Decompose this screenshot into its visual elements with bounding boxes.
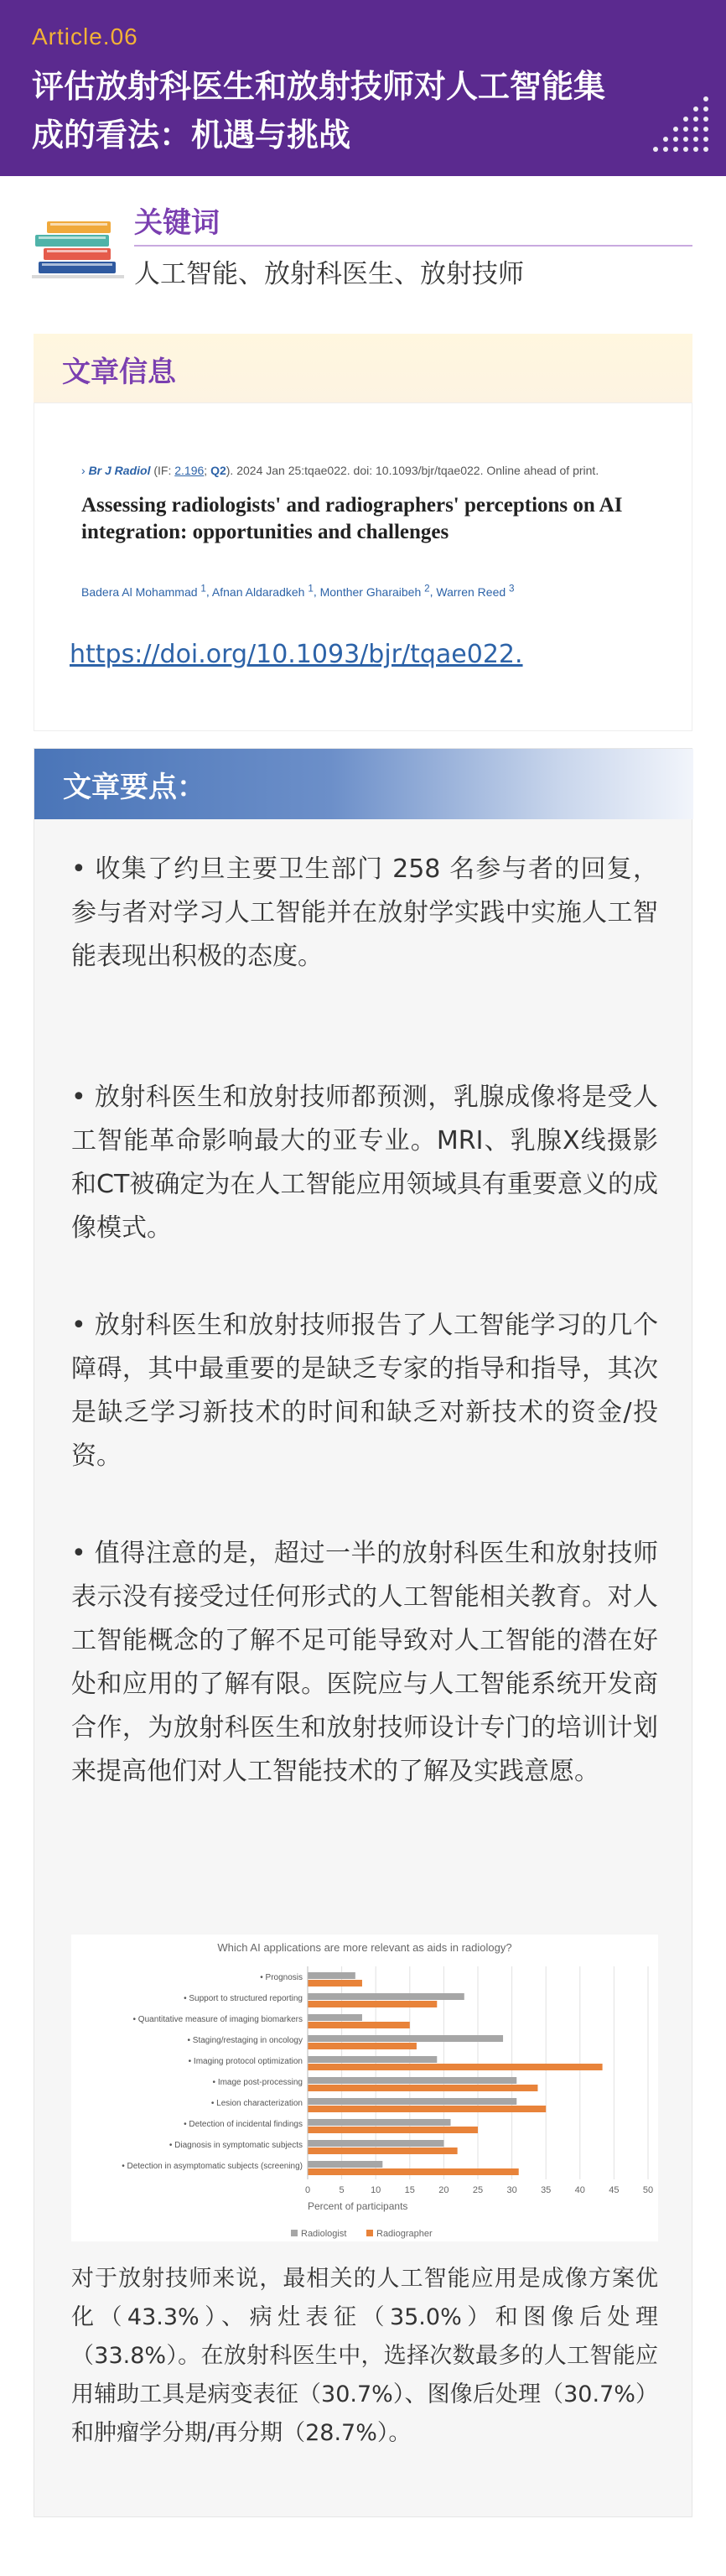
bar-radiographer bbox=[308, 2085, 537, 2091]
bar-radiologist bbox=[308, 2119, 451, 2126]
article-title-en: Assessing radiologists' and radiographers' perceptions on AI integration: opportunities and challenges bbox=[81, 494, 623, 543]
citation-card bbox=[34, 402, 692, 731]
author-list: Badera Al Mohammad $^1$, Afnan Aldaradkeh $^1$, Monther Gharaibeh $^2$, Warren Reed $^3$ bbox=[81, 583, 515, 599]
x-tick-label: 5 bbox=[339, 2185, 345, 2195]
author-link[interactable]: Badera Al Mohammad $^1$ bbox=[81, 583, 206, 599]
dot-pattern-icon bbox=[639, 92, 714, 168]
x-tick-label: 15 bbox=[404, 2185, 415, 2195]
chart-caption: 对于放射技师来说，最相关的人工智能应用是成像方案优化（43.3%）、病灶表征（35.0%）和图像后处理（33.8%）。在放射科医生中，选择次数最多的人工智能应用辅助工具是病变表征（30.7%）、图像后处理（30.7%）和肿瘤学分期/再分期（28.7%）。 bbox=[71, 2266, 658, 2446]
y-category-label: • Imaging protocol optimization bbox=[188, 2057, 303, 2066]
legend-swatch bbox=[366, 2230, 373, 2236]
key-point: • 放射科医生和放射技师报告了人工智能学习的几个障碍，其中最重要的是缺乏专家的指导和指导，其次是缺乏学习新技术的时间和缺乏对新技术的资金/投资。 bbox=[71, 1311, 658, 1471]
x-tick-label: 30 bbox=[506, 2185, 517, 2195]
y-category-label: • Detection of incidental findings bbox=[184, 2120, 303, 2129]
bar-radiologist bbox=[308, 1993, 464, 2000]
y-category-label: • Image post-processing bbox=[212, 2078, 303, 2087]
quartile-badge: Q2 bbox=[210, 464, 226, 477]
y-category-label: • Lesion characterization bbox=[210, 2099, 303, 2108]
x-tick-label: 40 bbox=[574, 2185, 585, 2195]
bar-radiographer bbox=[308, 2043, 417, 2049]
x-tick-label: 45 bbox=[609, 2185, 620, 2195]
y-category-label: • Staging/restaging in oncology bbox=[187, 2036, 303, 2045]
keywords-text: 人工智能、放射科医生、放射技师 bbox=[134, 259, 524, 289]
bar-radiologist bbox=[308, 2161, 382, 2168]
y-category-label: • Quantitative measure of imaging biomarkers bbox=[132, 2015, 303, 2024]
bar-radiographer bbox=[308, 2168, 519, 2175]
article-info-section bbox=[34, 334, 692, 731]
bar-radiographer bbox=[308, 2148, 458, 2154]
chart-title: Which AI applications are more relevant as aids in radiology? bbox=[217, 1941, 512, 1954]
keywords-divider bbox=[134, 245, 692, 247]
citation-line bbox=[81, 464, 599, 477]
y-category-label: • Prognosis bbox=[260, 1973, 303, 1982]
legend-swatch bbox=[291, 2230, 298, 2236]
bar-radiographer bbox=[308, 2064, 603, 2070]
bar-radiologist bbox=[308, 2014, 362, 2021]
author-link[interactable]: Warren Reed $^3$ bbox=[436, 583, 515, 599]
x-tick-label: 35 bbox=[541, 2185, 552, 2195]
books-icon bbox=[32, 210, 124, 280]
y-category-label: • Support to structured reporting bbox=[184, 1994, 303, 2003]
bar-radiologist bbox=[308, 2035, 503, 2042]
bar-radiologist bbox=[308, 2056, 437, 2063]
x-tick-label: 20 bbox=[438, 2185, 449, 2195]
author-link[interactable]: Afnan Aldaradkeh $^1$ bbox=[211, 583, 314, 599]
bar-radiographer bbox=[308, 2127, 478, 2133]
y-category-label: • Detection in asymptomatic subjects (screening) bbox=[122, 2162, 303, 2171]
bar-radiologist bbox=[308, 1972, 355, 1979]
article-number-badge: Article.06 bbox=[32, 23, 138, 49]
bar-radiologist bbox=[308, 2140, 443, 2147]
x-tick-label: 25 bbox=[472, 2185, 484, 2195]
chevron-right-icon: › bbox=[81, 464, 89, 477]
legend-label: Radiologist bbox=[301, 2229, 347, 2239]
x-axis-label: Percent of participants bbox=[308, 2200, 408, 2212]
article-info-heading: 文章信息 bbox=[62, 356, 176, 389]
citation-if-prefix: (IF: bbox=[150, 464, 175, 477]
legend-label: Radiographer bbox=[376, 2229, 433, 2239]
key-points-section bbox=[34, 748, 692, 2517]
x-tick-label: 0 bbox=[304, 2185, 311, 2195]
impact-factor-link[interactable]: 2.196 bbox=[174, 464, 205, 477]
article-title-cn: 评估放射科医生和放射技师对人工智能集成的看法：机遇与挑战 bbox=[32, 68, 606, 153]
keywords-heading: 关键词 bbox=[134, 206, 220, 240]
x-tick-label: 10 bbox=[371, 2185, 381, 2195]
author-link[interactable]: Monther Gharaibeh $^2$ bbox=[319, 583, 430, 599]
key-point: • 值得注意的是，超过一半的放射科医生和放射技师表示没有接受过任何形式的人工智能相关教育。对人工智能概念的了解不足可能导致对人工智能的潜在好处和应用的了解有限。医院应与人工智能系统开发商合作，为放射科医生和放射技师设计专门的培训计划来提高他们对人工智能技术的了解及实践意愿。 bbox=[71, 1539, 658, 1786]
journal-name: Br J Radiol bbox=[88, 464, 151, 477]
bar-radiologist bbox=[308, 2098, 516, 2105]
article-info-header bbox=[34, 334, 692, 404]
bar-radiographer bbox=[308, 2001, 437, 2007]
doi-link[interactable]: https://doi.org/10.1093/bjr/tqae022. bbox=[70, 640, 523, 669]
key-points-heading: 文章要点： bbox=[63, 771, 205, 804]
citation-separator: ; bbox=[204, 464, 211, 477]
x-tick-label: 50 bbox=[642, 2185, 654, 2195]
bar-radiologist bbox=[308, 2077, 516, 2084]
bar-radiographer bbox=[308, 1980, 362, 1987]
bar-radiographer bbox=[308, 2022, 410, 2028]
key-point: • 收集了约旦主要卫生部门 258 名参与者的回复，参与者对学习人工智能并在放射学实践中实施人工智能表现出积极的态度。 bbox=[71, 854, 658, 971]
bar-radiographer bbox=[308, 2106, 546, 2112]
y-category-label: • Diagnosis in symptomatic subjects bbox=[169, 2141, 303, 2150]
article-header bbox=[0, 0, 726, 176]
key-points-header bbox=[34, 749, 693, 819]
ai-applications-bar-chart bbox=[71, 1935, 658, 2241]
key-point: • 放射科医生和放射技师都预测，乳腺成像将是受人工智能革命影响最大的亚专业。MRI、乳腺X线摄影和CT被确定为在人工智能应用领域具有重要意义的成像模式。 bbox=[71, 1083, 658, 1243]
citation-details: ). 2024 Jan 25:tqae022. doi: 10.1093/bjr/tqae022. Online ahead of print. bbox=[226, 464, 599, 477]
